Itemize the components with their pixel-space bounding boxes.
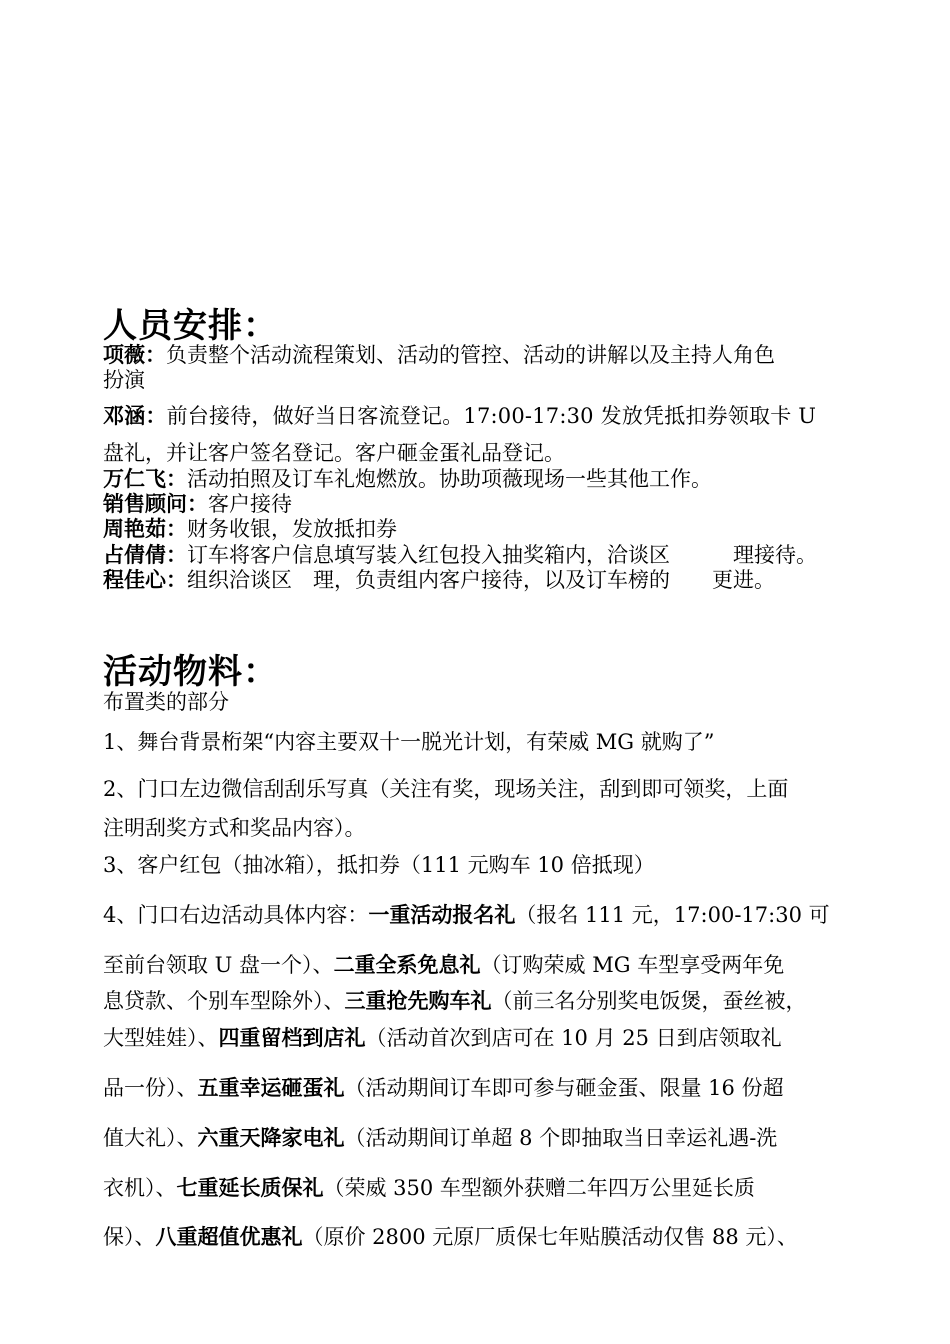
gift-detail: （报名 111 元，17:00-17:30 可 — [515, 903, 830, 927]
material-item-4-line — [103, 1125, 777, 1151]
staff-xiangwei — [103, 342, 775, 368]
staff-denghan-cont: 盘礼，并让客户签名登记。客户砸金蛋礼品登记。 — [103, 441, 565, 465]
material-item-2: 2、门口左边微信刮刮乐写真（关注有奖，现场关注，刮到即可领奖，上面 — [103, 777, 789, 801]
gift-title: 二重全系免息礼 — [333, 952, 481, 977]
staff-heading: 人员安排： — [103, 306, 278, 346]
staff-sales — [103, 491, 292, 517]
gift-detail: 保）、 — [103, 1225, 156, 1249]
gift-title: 六重天降家电礼 — [197, 1125, 345, 1150]
gift-detail: 值大礼）、 — [103, 1126, 198, 1150]
staff-name: 万仁飞： — [103, 466, 187, 491]
gift-detail: 息贷款、个别车型除外）、 — [103, 989, 345, 1013]
gift-title: 一重活动报名礼 — [368, 902, 516, 927]
staff-denghan — [103, 403, 816, 429]
material-item-4-line — [103, 1224, 798, 1250]
gift-detail: （订购荣威 MG 车型享受两年免 — [480, 953, 785, 977]
material-item-4-line — [103, 902, 830, 928]
staff-duty: 订车将客户信息填写装入红包投入抽奖箱内，洽谈区 理接待。 — [187, 543, 817, 567]
gift-title: 七重延长质保礼 — [176, 1175, 324, 1200]
material-item-4-line — [103, 1175, 755, 1201]
gift-detail: （活动期间订车即可参与砸金蛋、限量 16 份超 — [344, 1076, 784, 1100]
staff-duty: 前台接待，做好当日客流登记。17:00-17:30 发放凭抵扣券领取卡 U — [166, 404, 817, 428]
material-item-2-cont: 注明刮奖方式和奖品内容）。 — [103, 816, 366, 840]
staff-xiangwei-cont: 扮演 — [103, 368, 145, 392]
gift-detail: （活动期间订单超 8 个即抽取当日幸运礼遇-洗 — [344, 1126, 778, 1150]
staff-name: 占倩倩： — [103, 542, 187, 567]
gift-title: 五重幸运砸蛋礼 — [197, 1075, 345, 1100]
staff-name: 邓涵： — [103, 403, 167, 428]
materials-subhead: 布置类的部分 — [103, 690, 229, 714]
materials-heading: 活动物料： — [103, 652, 278, 692]
gift-detail: （原价 2800 元原厂质保七年贴膜活动仅售 88 元）、 — [302, 1225, 798, 1249]
staff-duty: 负责整个活动流程策划、活动的管控、活动的讲解以及主持人角色 — [166, 343, 775, 367]
staff-name: 程佳心： — [103, 567, 187, 592]
staff-name: 周艳茹： — [103, 516, 187, 541]
material-item-4-line — [103, 952, 784, 978]
staff-duty: 客户接待 — [208, 492, 292, 516]
staff-chengjiaxin — [103, 567, 775, 593]
gift-detail: 大型娃娃）、 — [103, 1026, 219, 1050]
item4-prefix: 4、门口右边活动具体内容： — [103, 903, 369, 927]
gift-title: 四重留档到店礼 — [218, 1025, 366, 1050]
material-item-1: 1、舞台背景桁架“内容主要双十一脱光计划，有荣威 MG 就购了” — [103, 730, 715, 754]
material-item-4-line — [103, 1075, 784, 1101]
gift-detail: 品一份）、 — [103, 1076, 198, 1100]
staff-wanrenfei — [103, 466, 712, 492]
staff-name: 项薇： — [103, 342, 166, 367]
material-item-4-line — [103, 988, 807, 1014]
gift-title: 八重超值优惠礼 — [155, 1224, 303, 1249]
staff-name: 销售顾问： — [103, 491, 208, 516]
material-item-4-line — [103, 1025, 782, 1051]
gift-detail: （前三名分别奖电饭煲，蚕丝被， — [491, 989, 807, 1013]
staff-zhouyanru — [103, 516, 397, 542]
gift-detail: 衣机）、 — [103, 1176, 177, 1200]
staff-zhanqianqian — [103, 542, 817, 568]
gift-detail: （荣威 350 车型额外获赠二年四万公里延长质 — [323, 1176, 755, 1200]
material-item-3: 3、客户红包（抽冰箱），抵扣券（111 元购车 10 倍抵现） — [103, 853, 655, 877]
staff-duty: 组织洽谈区 理，负责组内客户接待，以及订车榜的 更进。 — [187, 568, 775, 592]
staff-duty: 财务收银，发放抵扣券 — [187, 517, 397, 541]
staff-duty: 活动拍照及订车礼炮燃放。协助项薇现场一些其他工作。 — [187, 467, 712, 491]
gift-title: 三重抢先购车礼 — [344, 988, 492, 1013]
gift-detail: 至前台领取 U 盘一个）、 — [103, 953, 334, 977]
gift-detail: （活动首次到店可在 10 月 25 日到店领取礼 — [365, 1026, 782, 1050]
